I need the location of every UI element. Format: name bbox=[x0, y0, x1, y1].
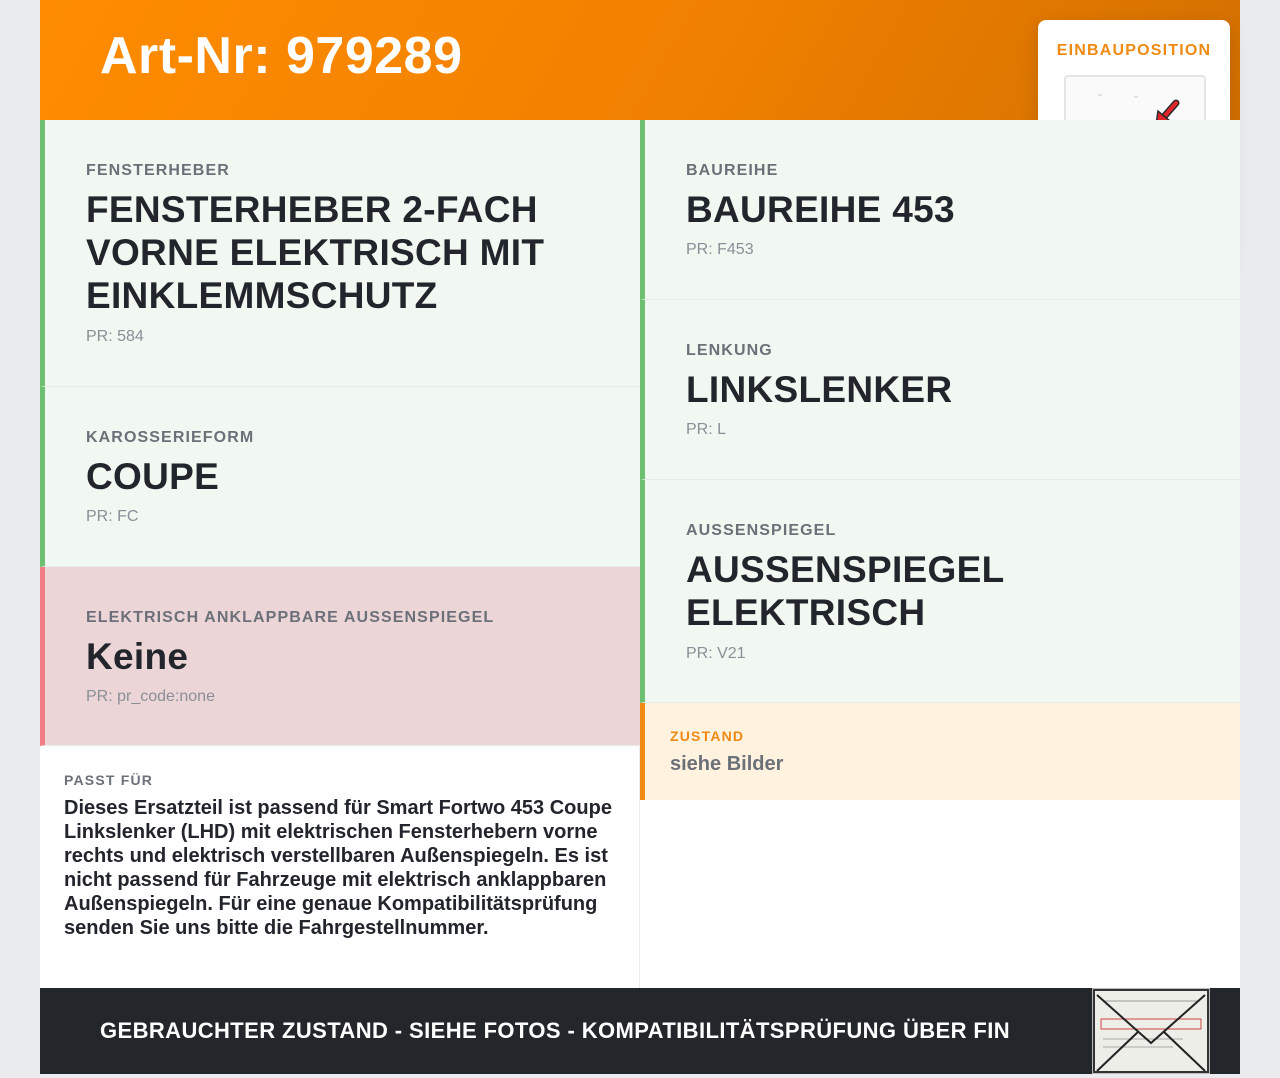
cell-value: COUPE bbox=[86, 456, 220, 497]
cell-label: ELEKTRISCH ANKLAPPBARE AUSSENSPIEGEL bbox=[86, 609, 495, 626]
cell-baureihe bbox=[640, 120, 1240, 300]
cell-label: BAUREIHE bbox=[686, 162, 779, 179]
cell-pr-code: PR: V21 bbox=[686, 645, 746, 662]
cell-value: FENSTERHEBER 2-FACH VORNE ELEKTRISCH MIT EINKLEMMSCHUTZ bbox=[86, 189, 545, 316]
cell-elektrisch-anklappbare-aussenspiegel bbox=[40, 567, 640, 746]
passt-fuer-label: PASST FÜR bbox=[64, 772, 154, 788]
cell-lenkung bbox=[640, 300, 1240, 480]
cell-pr-code: PR: pr_code:none bbox=[86, 688, 215, 705]
zustand-label: ZUSTAND bbox=[670, 728, 745, 744]
cell-label: LENKUNG bbox=[686, 342, 773, 359]
cell-label: FENSTERHEBER bbox=[86, 162, 230, 179]
zustand-value: siehe Bilder bbox=[670, 753, 784, 775]
cell-aussenspiegel bbox=[640, 480, 1240, 703]
zustand-section bbox=[640, 703, 1240, 800]
vehicle-registration-envelope-icon[interactable] bbox=[1092, 988, 1210, 1074]
cell-pr-code: PR: F453 bbox=[686, 241, 754, 258]
cell-pr-code: PR: FC bbox=[86, 508, 139, 525]
passt-fuer-text: Dieses Ersatzteil ist passend für Smart Fortwo 453 Coupe Linkslenker (LHD) mit elektrischen Fensterhebern vorne rechts und elektrisch verstellbaren Außenspiegeln. Es ist nicht passend für Fahrzeuge mit elektrisch anklappbaren Außenspiegeln. Für eine genaue Kompatibilitätsprüfung senden Sie uns bitte die Fahrgestellnummer. bbox=[64, 797, 612, 939]
cell-karosserieform bbox=[40, 387, 640, 567]
cell-label: AUSSENSPIEGEL bbox=[686, 522, 837, 539]
page bbox=[40, 0, 1240, 1074]
cell-pr-code: PR: L bbox=[686, 421, 727, 438]
footer bbox=[40, 988, 1240, 1074]
cell-value: Keine bbox=[86, 636, 189, 677]
cell-value: LINKSLENKER bbox=[686, 369, 953, 410]
cell-value: BAUREIHE 453 bbox=[686, 189, 955, 230]
cell-value: AUSSENSPIEGEL ELEKTRISCH bbox=[686, 549, 1004, 633]
installation-position-title: EINBAUPOSITION bbox=[1056, 42, 1212, 59]
passt-fuer-section bbox=[40, 746, 640, 988]
cell-pr-code: PR: 584 bbox=[86, 328, 144, 345]
cell-fensterheber bbox=[40, 120, 640, 387]
article-number-title: Art-Nr: 979289 bbox=[100, 27, 463, 85]
footer-text: GEBRAUCHTER ZUSTAND - SIEHE FOTOS - KOMPATIBILITÄTSPRÜFUNG ÜBER FIN bbox=[100, 1018, 1011, 1043]
cell-label: KAROSSERIEFORM bbox=[86, 429, 255, 446]
